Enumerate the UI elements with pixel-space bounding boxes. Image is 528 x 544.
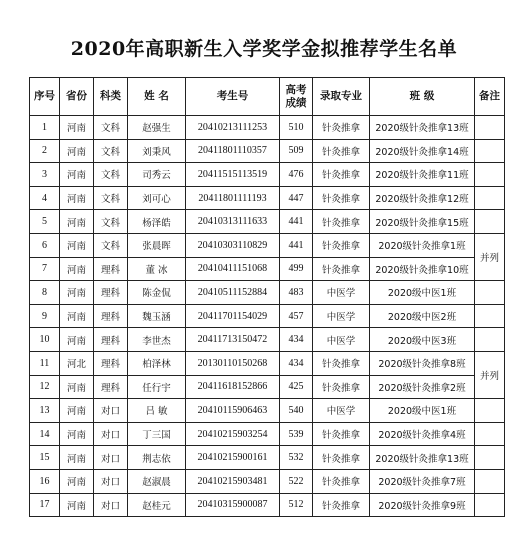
- cell-note: [475, 186, 505, 210]
- cell-name: 司秀云: [128, 163, 186, 187]
- cell-major: 中医学: [313, 304, 370, 328]
- cell-seq: 14: [30, 422, 60, 446]
- cell-name: 柏泽林: [128, 351, 186, 375]
- cell-exam-no: 20411618152866: [186, 375, 280, 399]
- cell-category: 对口: [94, 493, 128, 517]
- cell-note: [475, 328, 505, 352]
- cell-major: 针灸推拿: [313, 233, 370, 257]
- cell-category: 理科: [94, 351, 128, 375]
- cell-score: 434: [280, 351, 313, 375]
- cell-exam-no: 20410215903254: [186, 422, 280, 446]
- cell-province: 河南: [60, 493, 94, 517]
- cell-category: 理科: [94, 304, 128, 328]
- cell-note: [475, 422, 505, 446]
- cell-class: 2020级针灸推拿13班: [370, 116, 475, 140]
- cell-note: [475, 281, 505, 305]
- table-header-row: [30, 78, 505, 116]
- cell-major: 针灸推拿: [313, 139, 370, 163]
- table-row: [30, 328, 505, 352]
- cell-major: 中医学: [313, 281, 370, 305]
- cell-major: 针灸推拿: [313, 351, 370, 375]
- cell-exam-no: 20410303110829: [186, 233, 280, 257]
- cell-name: 赵强生: [128, 116, 186, 140]
- cell-class: 2020级针灸推拿1班: [370, 233, 475, 257]
- cell-category: 对口: [94, 399, 128, 423]
- cell-exam-no: 20410115906463: [186, 399, 280, 423]
- cell-seq: 2: [30, 139, 60, 163]
- cell-major: 针灸推拿: [313, 446, 370, 470]
- cell-score: 483: [280, 281, 313, 305]
- cell-province: 河南: [60, 139, 94, 163]
- cell-seq: 4: [30, 186, 60, 210]
- cell-name: 陈金侃: [128, 281, 186, 305]
- header-score-line2: 成绩: [285, 96, 307, 109]
- cell-note: 并列: [475, 233, 505, 280]
- cell-major: 中医学: [313, 399, 370, 423]
- cell-province: 河南: [60, 328, 94, 352]
- cell-class: 2020级针灸推拿13班: [370, 446, 475, 470]
- cell-name: 赵淑晨: [128, 469, 186, 493]
- cell-note: 并列: [475, 351, 505, 398]
- cell-score: 441: [280, 233, 313, 257]
- cell-note: [475, 210, 505, 234]
- cell-exam-no: 20411713150472: [186, 328, 280, 352]
- cell-seq: 1: [30, 116, 60, 140]
- cell-category: 文科: [94, 139, 128, 163]
- cell-note: [475, 469, 505, 493]
- table-row: [30, 210, 505, 234]
- cell-class: 2020级针灸推拿15班: [370, 210, 475, 234]
- table-row: [30, 351, 505, 375]
- table-row: [30, 257, 505, 281]
- cell-score: 512: [280, 493, 313, 517]
- cell-seq: 5: [30, 210, 60, 234]
- cell-class: 2020级针灸推拿9班: [370, 493, 475, 517]
- cell-category: 文科: [94, 186, 128, 210]
- cell-seq: 7: [30, 257, 60, 281]
- cell-name: 任行宇: [128, 375, 186, 399]
- cell-class: 2020级中医1班: [370, 281, 475, 305]
- cell-exam-no: 20411801110357: [186, 139, 280, 163]
- cell-note: [475, 493, 505, 517]
- cell-major: 针灸推拿: [313, 493, 370, 517]
- table-row: [30, 163, 505, 187]
- header-exam-no: 考生号: [186, 78, 280, 116]
- cell-exam-no: 20130110150268: [186, 351, 280, 375]
- cell-class: 2020级针灸推拿11班: [370, 163, 475, 187]
- cell-score: 457: [280, 304, 313, 328]
- table-row: [30, 375, 505, 399]
- cell-major: 中医学: [313, 328, 370, 352]
- cell-class: 2020级针灸推拿14班: [370, 139, 475, 163]
- cell-category: 理科: [94, 257, 128, 281]
- header-score-line1: 高考: [285, 83, 307, 96]
- cell-note: [475, 304, 505, 328]
- table-row: [30, 186, 505, 210]
- cell-name: 刘可心: [128, 186, 186, 210]
- cell-category: 文科: [94, 163, 128, 187]
- cell-score: 509: [280, 139, 313, 163]
- cell-seq: 8: [30, 281, 60, 305]
- page-title: 2020年高职新生入学奖学金拟推荐学生名单: [70, 38, 458, 60]
- table-row: [30, 304, 505, 328]
- cell-seq: 3: [30, 163, 60, 187]
- cell-major: 针灸推拿: [313, 375, 370, 399]
- cell-name: 董 冰: [128, 257, 186, 281]
- cell-exam-no: 20411801111193: [186, 186, 280, 210]
- cell-province: 河南: [60, 116, 94, 140]
- student-list-table: [29, 77, 505, 517]
- cell-name: 张晨晖: [128, 233, 186, 257]
- table-row: [30, 116, 505, 140]
- cell-province: 河北: [60, 351, 94, 375]
- cell-score: 510: [280, 116, 313, 140]
- cell-note: [475, 139, 505, 163]
- cell-score: 539: [280, 422, 313, 446]
- cell-category: 对口: [94, 422, 128, 446]
- cell-note: [475, 399, 505, 423]
- table-row: [30, 233, 505, 257]
- cell-category: 文科: [94, 210, 128, 234]
- cell-name: 丁三国: [128, 422, 186, 446]
- header-province: 省份: [60, 78, 94, 116]
- cell-seq: 9: [30, 304, 60, 328]
- cell-seq: 15: [30, 446, 60, 470]
- cell-seq: 11: [30, 351, 60, 375]
- cell-category: 理科: [94, 375, 128, 399]
- cell-class: 2020级针灸推拿8班: [370, 351, 475, 375]
- cell-category: 理科: [94, 328, 128, 352]
- cell-exam-no: 20410215900161: [186, 446, 280, 470]
- table-row: [30, 446, 505, 470]
- cell-exam-no: 20411701154029: [186, 304, 280, 328]
- cell-category: 文科: [94, 233, 128, 257]
- table-row: [30, 281, 505, 305]
- cell-province: 河南: [60, 210, 94, 234]
- cell-name: 吕 敏: [128, 399, 186, 423]
- cell-province: 河南: [60, 163, 94, 187]
- cell-province: 河南: [60, 281, 94, 305]
- table-row: [30, 139, 505, 163]
- cell-name: 荆志依: [128, 446, 186, 470]
- cell-class: 2020级中医1班: [370, 399, 475, 423]
- table-row: [30, 422, 505, 446]
- cell-name: 杨泽皓: [128, 210, 186, 234]
- cell-name: 李世杰: [128, 328, 186, 352]
- header-class: 班 级: [370, 78, 475, 116]
- cell-seq: 13: [30, 399, 60, 423]
- cell-category: 对口: [94, 446, 128, 470]
- cell-note: [475, 116, 505, 140]
- cell-province: 河南: [60, 422, 94, 446]
- cell-category: 对口: [94, 469, 128, 493]
- cell-score: 540: [280, 399, 313, 423]
- cell-major: 针灸推拿: [313, 210, 370, 234]
- cell-score: 499: [280, 257, 313, 281]
- cell-name: 魏玉涵: [128, 304, 186, 328]
- cell-class: 2020级中医3班: [370, 328, 475, 352]
- cell-score: 425: [280, 375, 313, 399]
- cell-major: 针灸推拿: [313, 257, 370, 281]
- cell-category: 文科: [94, 116, 128, 140]
- cell-exam-no: 20410213111253: [186, 116, 280, 140]
- header-name: 姓 名: [128, 78, 186, 116]
- header-note: 备注: [475, 78, 505, 116]
- table-row: [30, 493, 505, 517]
- cell-seq: 6: [30, 233, 60, 257]
- header-score: [280, 78, 313, 116]
- cell-score: 476: [280, 163, 313, 187]
- cell-seq: 17: [30, 493, 60, 517]
- cell-score: 532: [280, 446, 313, 470]
- cell-exam-no: 20410215903481: [186, 469, 280, 493]
- cell-province: 河南: [60, 446, 94, 470]
- cell-score: 447: [280, 186, 313, 210]
- cell-major: 针灸推拿: [313, 422, 370, 446]
- cell-category: 理科: [94, 281, 128, 305]
- cell-seq: 10: [30, 328, 60, 352]
- cell-province: 河南: [60, 375, 94, 399]
- cell-exam-no: 20410313111633: [186, 210, 280, 234]
- cell-province: 河南: [60, 257, 94, 281]
- cell-score: 434: [280, 328, 313, 352]
- cell-province: 河南: [60, 304, 94, 328]
- cell-exam-no: 20410411151068: [186, 257, 280, 281]
- cell-note: [475, 446, 505, 470]
- cell-class: 2020级针灸推拿4班: [370, 422, 475, 446]
- header-category: 科类: [94, 78, 128, 116]
- cell-class: 2020级针灸推拿7班: [370, 469, 475, 493]
- cell-class: 2020级针灸推拿10班: [370, 257, 475, 281]
- cell-class: 2020级中医2班: [370, 304, 475, 328]
- cell-province: 河南: [60, 186, 94, 210]
- cell-province: 河南: [60, 469, 94, 493]
- table-row: [30, 399, 505, 423]
- cell-province: 河南: [60, 233, 94, 257]
- cell-seq: 12: [30, 375, 60, 399]
- cell-province: 河南: [60, 399, 94, 423]
- table-body: [30, 116, 505, 517]
- cell-major: 针灸推拿: [313, 116, 370, 140]
- cell-score: 441: [280, 210, 313, 234]
- header-seq: 序号: [30, 78, 60, 116]
- cell-major: 针灸推拿: [313, 186, 370, 210]
- table-row: [30, 469, 505, 493]
- cell-exam-no: 20411515113519: [186, 163, 280, 187]
- cell-seq: 16: [30, 469, 60, 493]
- cell-class: 2020级针灸推拿2班: [370, 375, 475, 399]
- cell-name: 赵桂元: [128, 493, 186, 517]
- cell-major: 针灸推拿: [313, 469, 370, 493]
- cell-name: 刘秉风: [128, 139, 186, 163]
- cell-score: 522: [280, 469, 313, 493]
- cell-class: 2020级针灸推拿12班: [370, 186, 475, 210]
- header-major: 录取专业: [313, 78, 370, 116]
- cell-exam-no: 20410511152884: [186, 281, 280, 305]
- cell-note: [475, 163, 505, 187]
- cell-exam-no: 20410315900087: [186, 493, 280, 517]
- cell-major: 针灸推拿: [313, 163, 370, 187]
